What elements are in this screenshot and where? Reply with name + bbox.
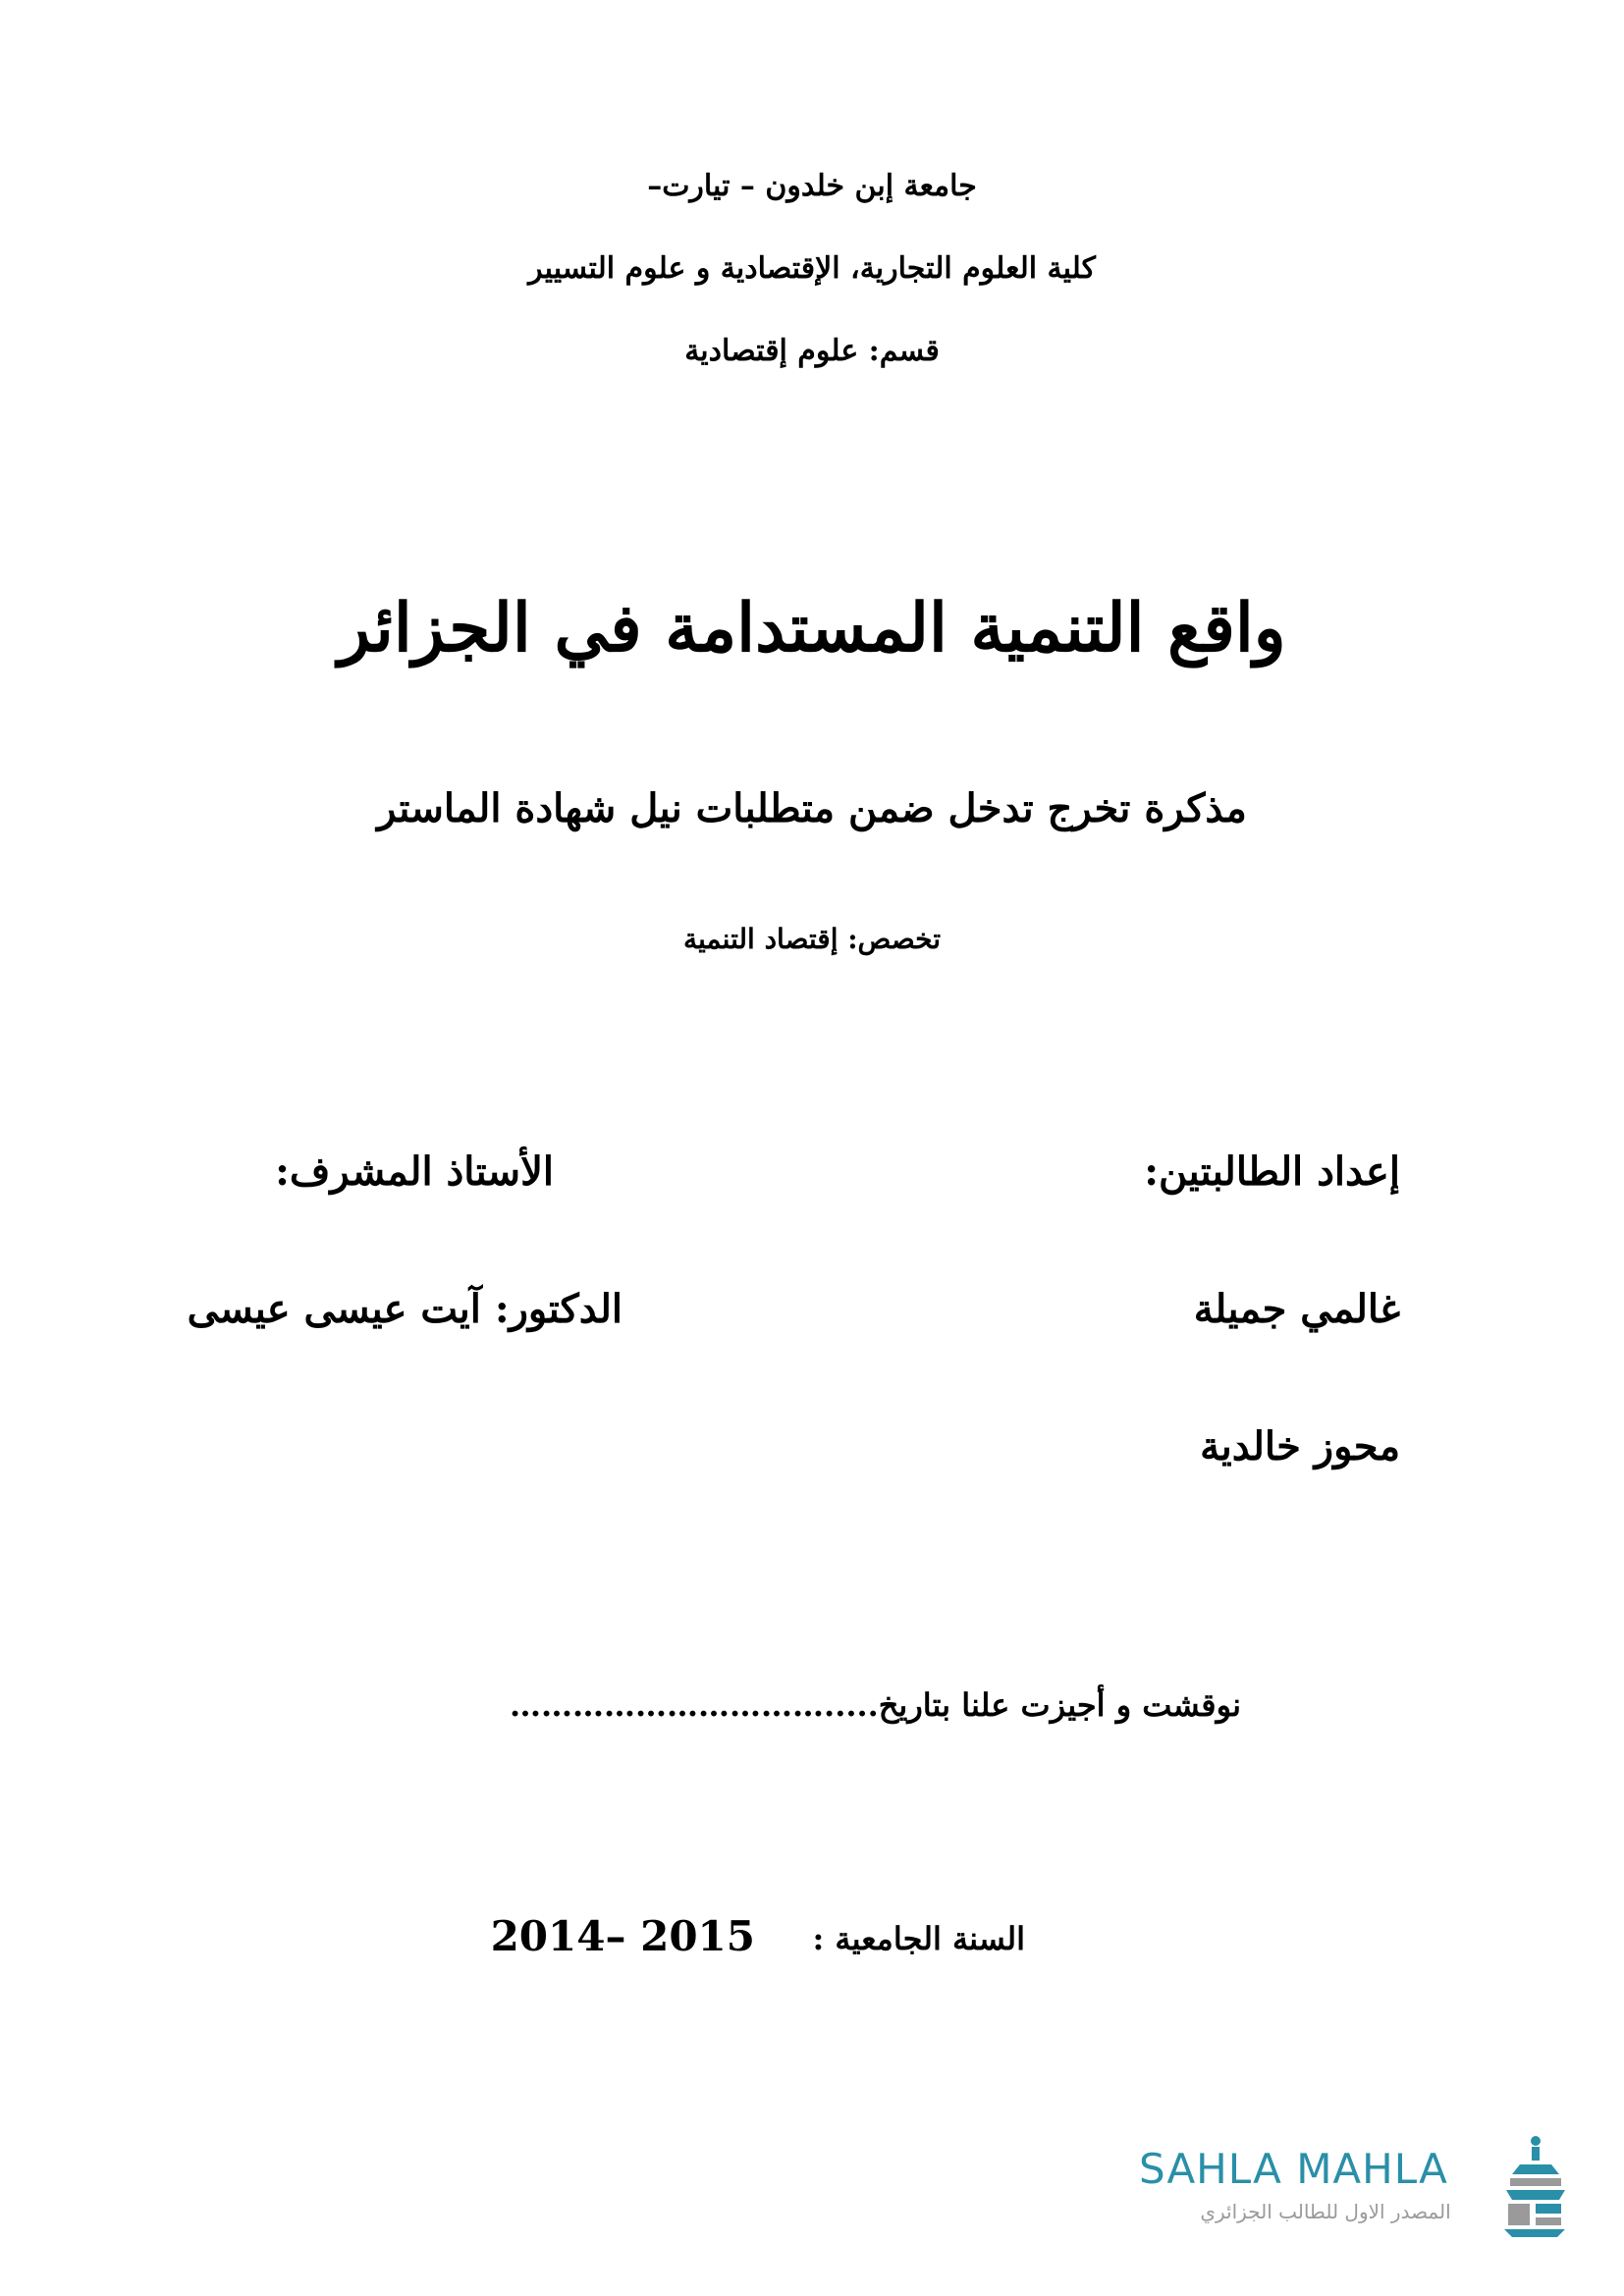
student-name: غالمي جميلة	[1193, 1286, 1400, 1332]
defense-date-line: نوقشت و أجيزت علنا بتاريخ.....…………………………	[510, 1686, 1241, 1724]
sahla-mahla-logo	[1139, 2135, 1571, 2243]
supervisor-name: الدكتور: آيت عيسى عيسى	[187, 1286, 623, 1332]
academic-year-value: 2014– 2015	[490, 1912, 755, 1960]
thesis-subtitle: مذكرة تخرج تدخل ضمن متطلبات نيل شهادة الماستر	[377, 785, 1247, 831]
logo-tagline: المصدر الاول للطالب الجزائري	[1200, 2200, 1451, 2223]
university-name: جامعة إبن خلدون – تيارت–	[647, 169, 977, 203]
supervisor-label: الأستاذ المشرف:	[275, 1148, 554, 1195]
logo-text: SAHLA MAHLA	[1139, 2145, 1448, 2193]
sahla-mahla-logo-icon	[1500, 2135, 1569, 2239]
student-name: محوز خالدية	[1200, 1423, 1400, 1469]
academic-year-label: السنة الجامعية :	[812, 1920, 1025, 1957]
department-name: قسم: علوم إقتصادية	[684, 334, 940, 368]
faculty-name: كلية العلوم التجارية، الإقتصادية و علوم التسيير	[528, 251, 1096, 286]
thesis-title: واقع التنمية المستدامة في الجزائر	[338, 589, 1286, 667]
specialization: تخصص: إقتصاد التنمية	[682, 923, 942, 955]
students-label: إعداد الطالبتين:	[1144, 1148, 1400, 1195]
